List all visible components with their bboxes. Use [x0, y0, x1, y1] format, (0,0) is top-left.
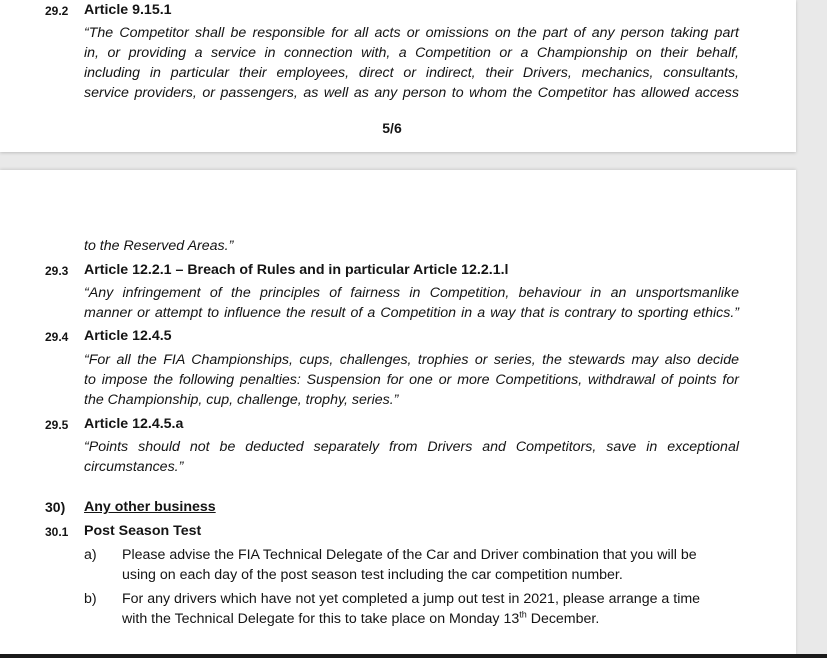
- document-page-6: [0, 170, 796, 658]
- quote-line: “The Competitor shall be responsible for all acts or omissions on the part of any person taking part: [84, 25, 739, 41]
- quote-line: “For all the FIA Championships, cups, challenges, trophies or series, the stewards may also decide: [84, 352, 739, 368]
- quote-line: in, or providing a service in connection with, a Competition or a Championship on their behalf,: [84, 45, 739, 61]
- quote-line: “Points should not be deducted separately from Drivers and Competitors, save in exceptional: [84, 439, 739, 455]
- quote-line: to impose the following penalties: Suspension for one or more Competitions, withdrawal of points for: [84, 372, 739, 388]
- article-heading-12-4-5-a: Article 12.4.5.a: [84, 416, 184, 432]
- page-number: 5/6: [382, 120, 402, 136]
- quote-line: including in particular their employees, direct or indirect, their Drivers, mechanics, consultants,: [84, 65, 739, 81]
- list-item-text-part: with the Technical Delegate for this to take place on Monday 13: [122, 611, 520, 627]
- ordinal-suffix: th: [519, 609, 527, 620]
- section-number-29-4: 29.4: [45, 330, 69, 344]
- list-item-text: For any drivers which have not yet completed a jump out test in 2021, please arrange a time: [122, 591, 701, 607]
- section-heading-any-other-business: Any other business: [84, 499, 216, 515]
- article-heading-12-2-1: Article 12.2.1 – Breach of Rules and in particular Article 12.2.1.l: [84, 262, 509, 278]
- article-heading-9-15-1: Article 9.15.1: [84, 2, 172, 18]
- section-number-30-1: 30.1: [45, 525, 69, 539]
- section-number-29-3: 29.3: [45, 264, 69, 278]
- quote-continuation: to the Reserved Areas.”: [84, 238, 234, 254]
- article-heading-12-4-5: Article 12.4.5: [84, 328, 172, 344]
- list-item-letter: a): [84, 547, 97, 563]
- section-number-29-2: 29.2: [45, 4, 69, 18]
- document-page-5: [0, 0, 796, 152]
- list-item-text: Please advise the FIA Technical Delegate of the Car and Driver combination that you will be: [122, 547, 697, 563]
- quote-line: circumstances.”: [84, 459, 184, 475]
- quote-line: service providers, or passengers, as well as any person to whom the Competitor has allowed access: [84, 85, 739, 101]
- list-item-text: using on each day of the post season test including the car competition number.: [122, 567, 623, 583]
- section-heading-post-season-test: Post Season Test: [84, 523, 202, 539]
- bottom-edge-bar: [0, 654, 827, 658]
- list-item-text: [122, 609, 599, 629]
- list-item-letter: b): [84, 591, 97, 607]
- quote-line: the Championship, cup, challenge, trophy, series.”: [84, 392, 399, 408]
- section-number-30: 30): [45, 499, 66, 515]
- quote-line: “Any infringement of the principles of fairness in Competition, behaviour in an unsportsmanlike: [84, 285, 739, 301]
- quote-line: manner or attempt to influence the result of a Competition in a way that is contrary to sporting ethics.”: [84, 305, 739, 321]
- list-item-text-part: December.: [526, 611, 600, 627]
- section-number-29-5: 29.5: [45, 418, 69, 432]
